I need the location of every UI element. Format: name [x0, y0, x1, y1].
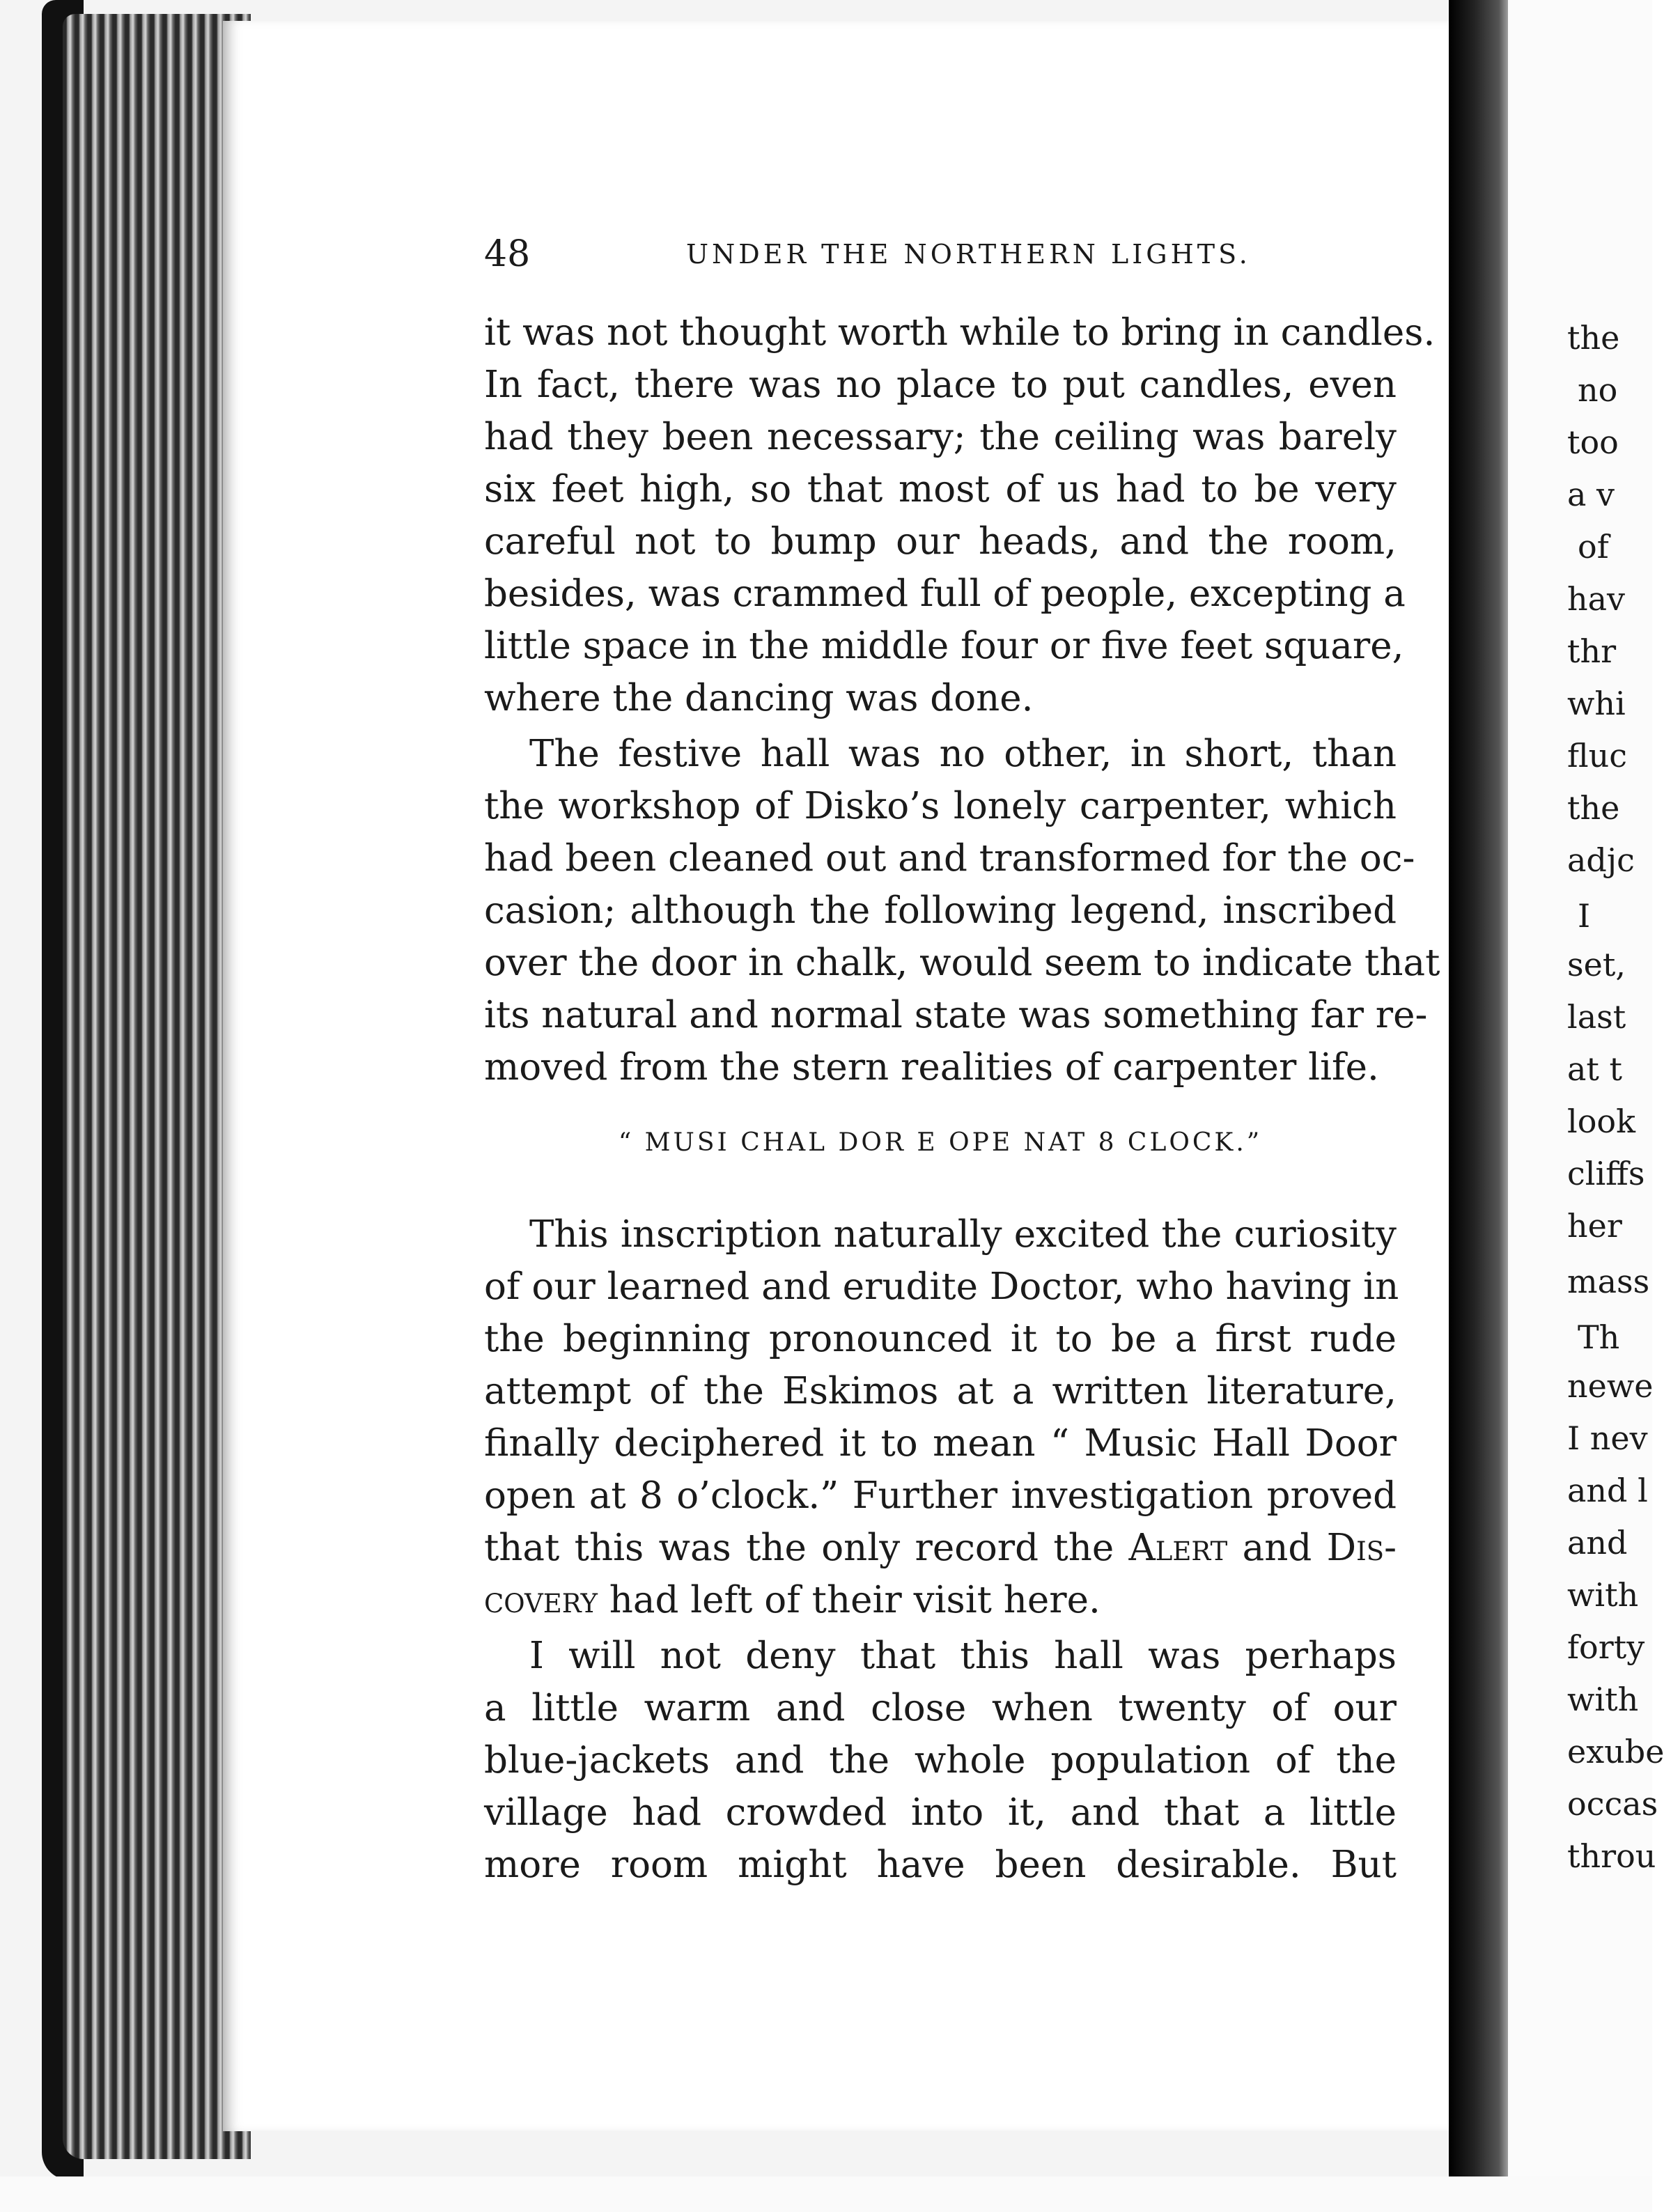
facing-page-fragment: with: [1567, 1681, 1639, 1718]
facing-page: [1508, 0, 1664, 2212]
text-line: where the dancing was done.: [484, 677, 1034, 719]
facing-page-fragment: I nev: [1567, 1419, 1648, 1457]
text-line: besides, was crammed full of people, excepting a: [484, 573, 1406, 615]
running-title: UNDER THE NORTHERN LIGHTS.: [686, 239, 1251, 270]
text-line: a little warm and close when twenty of our: [484, 1687, 1397, 1729]
text-line: The festive hall was no other, in short, than: [529, 733, 1397, 775]
text-line: more room might have been desirable. But: [484, 1844, 1397, 1886]
text-line: the workshop of Disko’s lonely carpenter, which: [484, 785, 1397, 827]
facing-page-fragment: her: [1567, 1207, 1622, 1245]
text-line: blue-jackets and the whole population of the: [484, 1739, 1397, 1782]
text-line: had been cleaned out and transformed for the oc-: [484, 837, 1415, 880]
text-line: village had crowded into it, and that a little: [484, 1791, 1397, 1834]
facing-page-fragment: mass: [1567, 1263, 1650, 1300]
text-line: it was not thought worth while to bring in candles.: [484, 311, 1436, 354]
facing-page-fragment: throu: [1567, 1837, 1656, 1875]
facing-page-fragment: the: [1567, 789, 1620, 827]
text-line: of our learned and erudite Doctor, who having in: [484, 1265, 1399, 1308]
facing-page-fragment: Th: [1578, 1318, 1620, 1356]
facing-page-fragment: forty: [1567, 1628, 1645, 1666]
facing-page-fragment: fluc: [1567, 737, 1628, 774]
facing-page-fragment: I: [1578, 897, 1591, 935]
text-line: moved from the stern realities of carpenter life.: [484, 1046, 1379, 1089]
text-line: casion; although the following legend, inscribed: [484, 889, 1397, 932]
facing-page-fragment: occas: [1567, 1785, 1658, 1823]
facing-page-fragment: set,: [1567, 946, 1626, 983]
facing-page-fragment: too: [1567, 423, 1619, 461]
text-line: six feet high, so that most of us had to be very: [484, 468, 1397, 511]
facing-page-fragment: a v: [1567, 476, 1615, 513]
facing-page-fragment: thr: [1567, 632, 1617, 670]
text-line: its natural and normal state was something far re-: [484, 994, 1428, 1036]
facing-page-fragment: and: [1567, 1524, 1628, 1561]
facing-page-fragment: the: [1567, 319, 1620, 357]
text-line: the beginning pronounced it to be a first rude: [484, 1318, 1397, 1360]
facing-page-fragment: and l: [1567, 1472, 1648, 1509]
facing-page-fragment: hav: [1567, 580, 1626, 618]
facing-page-fragment: newe: [1567, 1367, 1654, 1405]
text-line: that this was the only record the Alert and Dis-: [484, 1527, 1397, 1569]
facing-page-fragment: adjc: [1567, 841, 1635, 879]
facing-page-fragment: look: [1567, 1103, 1635, 1140]
text-line: I will not deny that this hall was perhaps: [529, 1635, 1397, 1677]
facing-page-fragment: cliffs: [1567, 1155, 1645, 1192]
scan-bottom-margin: [0, 2176, 1652, 2212]
running-head: [484, 233, 1383, 289]
facing-page-fragment: exube: [1567, 1733, 1664, 1770]
text-line: over the door in chalk, would seem to indicate that: [484, 942, 1440, 984]
text-line: finally deciphered it to mean “ Music Hall Door: [484, 1422, 1397, 1465]
facing-page-fragment: no: [1578, 371, 1618, 409]
text-line: open at 8 o’clock.” Further investigation proved: [484, 1474, 1397, 1517]
text-line: attempt of the Eskimos at a written literature,: [484, 1370, 1397, 1412]
page-number: 48: [484, 233, 531, 275]
text-line: In fact, there was no place to put candles, even: [484, 364, 1397, 406]
facing-page-fragment: last: [1567, 998, 1626, 1036]
facing-page-fragment: at t: [1567, 1050, 1623, 1088]
inscription: “ MUSI CHAL DOR E OPE NAT 8 CLOCK.”: [618, 1128, 1263, 1157]
facing-page-fragment: with: [1567, 1576, 1639, 1614]
text-line: little space in the middle four or five feet square,: [484, 625, 1404, 667]
text-line: had they been necessary; the ceiling was barely: [484, 416, 1397, 458]
facing-page-fragment: whi: [1567, 685, 1626, 722]
text-line: careful not to bump our heads, and the room,: [484, 520, 1397, 563]
facing-page-fragment: of: [1578, 528, 1609, 566]
text-line: covery had left of their visit here.: [484, 1579, 1101, 1621]
book-gutter: [1449, 0, 1511, 2212]
text-line: This inscription naturally excited the curiosity: [529, 1213, 1397, 1256]
